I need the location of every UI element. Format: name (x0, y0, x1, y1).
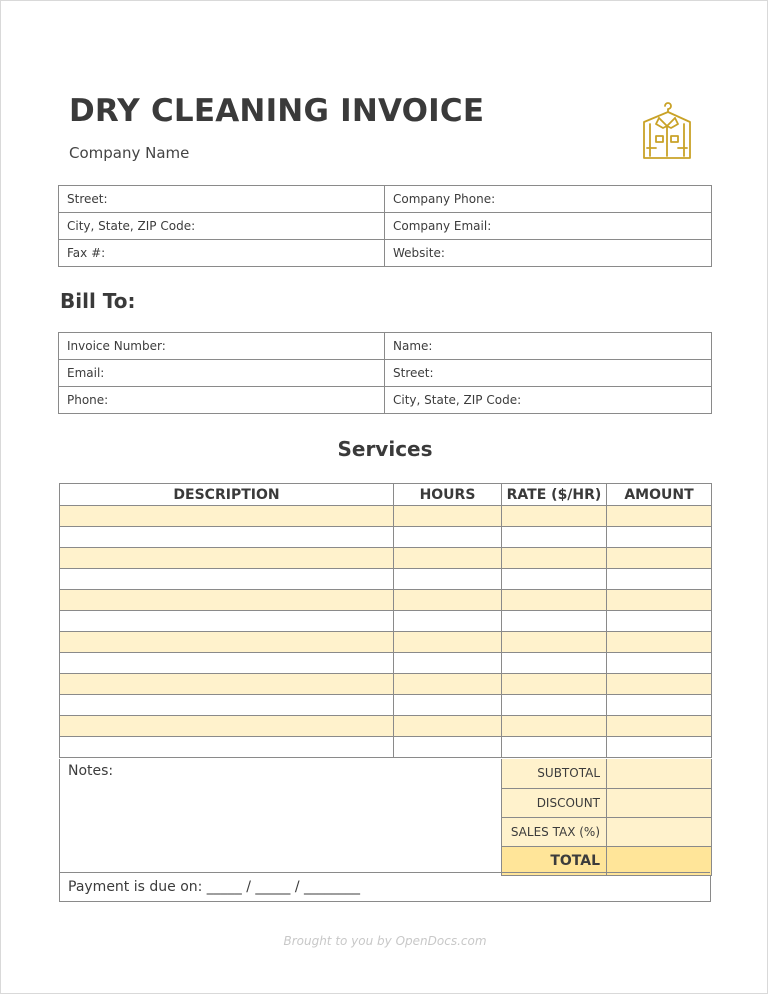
city-state-zip-field[interactable]: City, State, ZIP Code: (59, 213, 385, 240)
services-table (59, 483, 712, 758)
amount-cell[interactable] (607, 506, 712, 527)
bill-to-table (58, 332, 712, 414)
table-row (60, 548, 712, 569)
description-cell[interactable] (60, 506, 394, 527)
company-name: Company Name (69, 144, 190, 162)
description-cell[interactable] (60, 653, 394, 674)
table-row (59, 186, 712, 213)
payment-due-text[interactable]: Payment is due on: _____ / _____ / ________ (68, 879, 361, 895)
description-cell[interactable] (60, 674, 394, 695)
amount-column-header: AMOUNT (607, 484, 712, 506)
bill-to-heading: Bill To: (60, 289, 136, 313)
company-email-field[interactable]: Company Email: (385, 213, 712, 240)
hours-cell[interactable] (394, 611, 502, 632)
invoice-number-field[interactable]: Invoice Number: (59, 333, 385, 360)
shirt-on-hanger-icon (639, 98, 695, 164)
rate-cell[interactable] (502, 506, 607, 527)
description-cell[interactable] (60, 590, 394, 611)
notes-label: Notes: (68, 763, 114, 779)
table-row (60, 569, 712, 590)
discount-label: DISCOUNT (502, 788, 607, 817)
services-heading: Services (337, 437, 433, 461)
services-body (60, 506, 712, 758)
hours-cell[interactable] (394, 527, 502, 548)
hours-cell[interactable] (394, 653, 502, 674)
total-row (502, 846, 712, 875)
amount-cell[interactable] (607, 590, 712, 611)
footer-credit: Brought to you by OpenDocs.com (283, 934, 487, 948)
amount-cell[interactable] (607, 632, 712, 653)
table-row (59, 240, 712, 267)
description-cell[interactable] (60, 737, 394, 758)
hours-cell[interactable] (394, 674, 502, 695)
totals-table (501, 759, 712, 876)
company-info-table (58, 185, 712, 267)
rate-column-header: RATE ($/HR) (502, 484, 607, 506)
rate-cell[interactable] (502, 548, 607, 569)
discount-value[interactable] (607, 788, 712, 817)
rate-cell[interactable] (502, 716, 607, 737)
description-column-header: DESCRIPTION (60, 484, 394, 506)
description-cell[interactable] (60, 548, 394, 569)
rate-cell[interactable] (502, 632, 607, 653)
table-row (60, 716, 712, 737)
table-row (60, 611, 712, 632)
rate-cell[interactable] (502, 590, 607, 611)
street-field[interactable]: Street: (59, 186, 385, 213)
amount-cell[interactable] (607, 695, 712, 716)
table-row (60, 632, 712, 653)
hours-cell[interactable] (394, 695, 502, 716)
hours-column-header: HOURS (394, 484, 502, 506)
hours-cell[interactable] (394, 590, 502, 611)
total-value[interactable] (607, 846, 712, 875)
amount-cell[interactable] (607, 548, 712, 569)
hours-cell[interactable] (394, 716, 502, 737)
payment-due-row (60, 872, 710, 901)
description-cell[interactable] (60, 527, 394, 548)
amount-cell[interactable] (607, 737, 712, 758)
rate-cell[interactable] (502, 653, 607, 674)
rate-cell[interactable] (502, 611, 607, 632)
subtotal-label: SUBTOTAL (502, 759, 607, 788)
table-row (59, 387, 712, 414)
client-name-field[interactable]: Name: (385, 333, 712, 360)
total-label: TOTAL (502, 846, 607, 875)
amount-cell[interactable] (607, 653, 712, 674)
subtotal-row (502, 759, 712, 788)
description-cell[interactable] (60, 611, 394, 632)
rate-cell[interactable] (502, 674, 607, 695)
invoice-title: DRY CLEANING INVOICE (69, 93, 485, 129)
sales-tax-row (502, 817, 712, 846)
hours-cell[interactable] (394, 737, 502, 758)
services-header-row (60, 484, 712, 506)
hours-cell[interactable] (394, 632, 502, 653)
rate-cell[interactable] (502, 569, 607, 590)
client-city-state-zip-field[interactable]: City, State, ZIP Code: (385, 387, 712, 414)
summary-section (59, 759, 711, 902)
client-phone-field[interactable]: Phone: (59, 387, 385, 414)
rate-cell[interactable] (502, 527, 607, 548)
hours-cell[interactable] (394, 548, 502, 569)
description-cell[interactable] (60, 716, 394, 737)
amount-cell[interactable] (607, 716, 712, 737)
client-email-field[interactable]: Email: (59, 360, 385, 387)
discount-row (502, 788, 712, 817)
website-field[interactable]: Website: (385, 240, 712, 267)
table-row (59, 360, 712, 387)
description-cell[interactable] (60, 695, 394, 716)
table-row (60, 674, 712, 695)
subtotal-value[interactable] (607, 759, 712, 788)
fax-field[interactable]: Fax #: (59, 240, 385, 267)
table-row (60, 590, 712, 611)
rate-cell[interactable] (502, 737, 607, 758)
amount-cell[interactable] (607, 527, 712, 548)
table-row (60, 527, 712, 548)
table-row (60, 737, 712, 758)
amount-cell[interactable] (607, 611, 712, 632)
sales-tax-value[interactable] (607, 817, 712, 846)
sales-tax-label: SALES TAX (%) (502, 817, 607, 846)
hours-cell[interactable] (394, 569, 502, 590)
amount-cell[interactable] (607, 569, 712, 590)
table-row (60, 695, 712, 716)
hours-cell[interactable] (394, 506, 502, 527)
table-row (59, 213, 712, 240)
table-row (60, 653, 712, 674)
amount-cell[interactable] (607, 674, 712, 695)
rate-cell[interactable] (502, 695, 607, 716)
company-phone-field[interactable]: Company Phone: (385, 186, 712, 213)
table-row (60, 506, 712, 527)
description-cell[interactable] (60, 569, 394, 590)
client-street-field[interactable]: Street: (385, 360, 712, 387)
description-cell[interactable] (60, 632, 394, 653)
table-row (59, 333, 712, 360)
